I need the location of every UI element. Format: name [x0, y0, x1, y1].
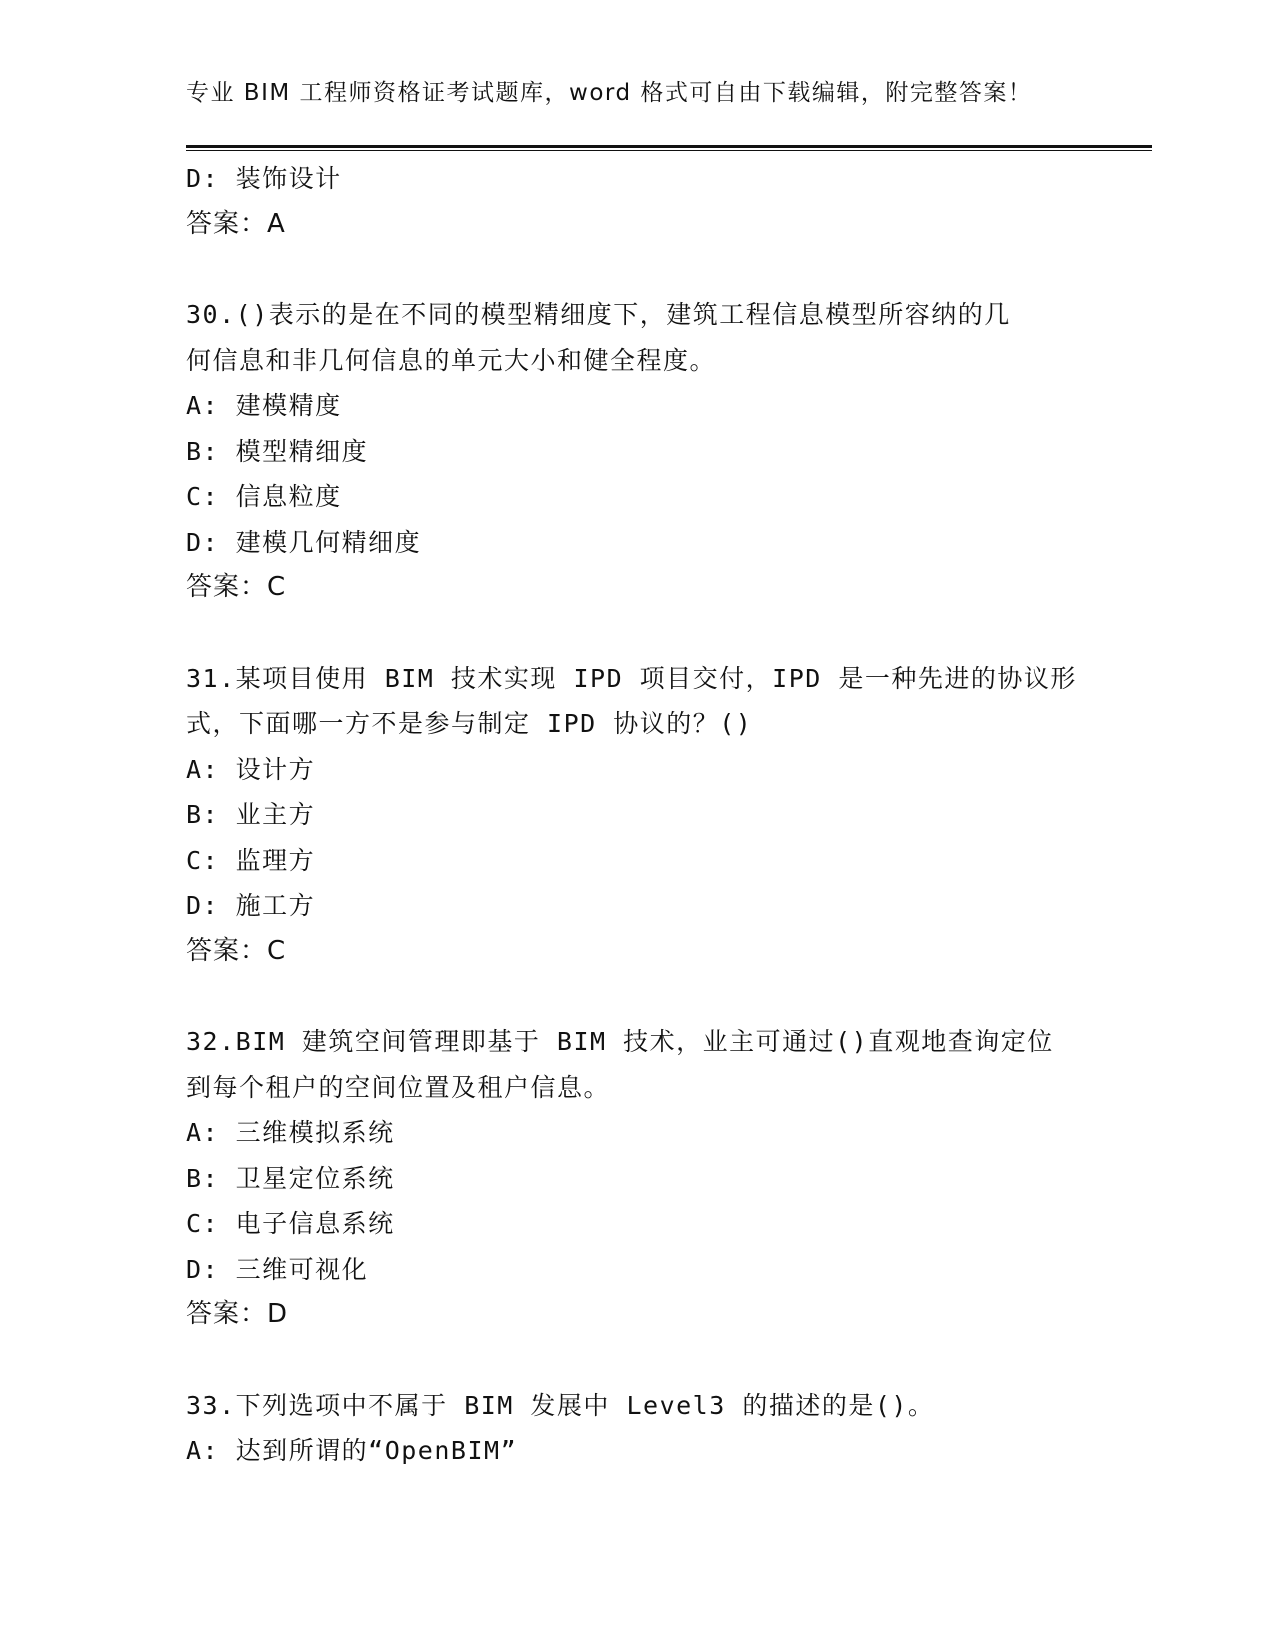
spacer — [186, 974, 1086, 1019]
question-32-option-b: B: 卫星定位系统 — [186, 1163, 395, 1193]
question-31-option-a: A: 设计方 — [186, 754, 316, 784]
question-30-text-line-1: 30.()表示的是在不同的模型精细度下，建筑工程信息模型所容纳的几 — [186, 300, 1011, 329]
question-30-answer: 答案：C — [186, 572, 287, 602]
question-31-option-c: C: 监理方 — [186, 845, 316, 875]
question-32-option-c: C: 电子信息系统 — [186, 1209, 395, 1238]
spacer — [186, 611, 1086, 656]
question-31-text-line-2: 式，下面哪一方不是参与制定 IPD 协议的？() — [186, 709, 753, 738]
question-33 — [186, 1383, 1086, 1474]
prev-answer: 答案：A — [186, 208, 286, 239]
header-rule-thin — [186, 150, 1152, 151]
question-32-answer: 答案：D — [186, 1299, 289, 1329]
question-30-option-a: A: 建模精度 — [186, 391, 342, 420]
question-31-option-b: B: 业主方 — [186, 800, 316, 829]
question-30-option-c: C: 信息粒度 — [186, 482, 342, 511]
question-31 — [186, 656, 1086, 975]
question-32-text-line-1: 32.BIM 建筑空间管理即基于 BIM 技术，业主可通过()直观地查询定位 — [186, 1027, 1054, 1056]
question-32-text-line-2: 到每个租户的空间位置及租户信息。 — [186, 1072, 611, 1102]
header-rule-thick — [186, 145, 1152, 148]
spacer — [186, 1338, 1086, 1383]
question-32-option-a: A: 三维模拟系统 — [186, 1118, 395, 1147]
question-32-option-d: D: 三维可视化 — [186, 1254, 369, 1284]
question-31-answer: 答案：C — [186, 935, 287, 966]
question-30 — [186, 292, 1086, 611]
question-30-option-b: B: 模型精细度 — [186, 436, 369, 466]
spacer — [186, 247, 1086, 292]
question-30-option-d: D: 建模几何精细度 — [186, 527, 422, 557]
question-31-text-line-1: 31.某项目使用 BIM 技术实现 IPD 项目交付，IPD 是一种先进的协议形 — [186, 663, 1077, 693]
question-33-option-a: A: 达到所谓的“OpenBIM” — [186, 1436, 518, 1465]
question-content — [186, 156, 1086, 1474]
question-32 — [186, 1019, 1086, 1338]
question-33-text-line-1: 33.下列选项中不属于 BIM 发展中 Level3 的描述的是()。 — [186, 1390, 935, 1420]
page-header: 专业 BIM 工程师资格证考试题库，word 格式可自由下载编辑，附完整答案！ — [186, 80, 1033, 106]
prev-option-d: D: 装饰设计 — [186, 164, 342, 193]
question-31-option-d: D: 施工方 — [186, 891, 316, 920]
question-30-text-line-2: 何信息和非几何信息的单元大小和健全程度。 — [186, 345, 717, 375]
